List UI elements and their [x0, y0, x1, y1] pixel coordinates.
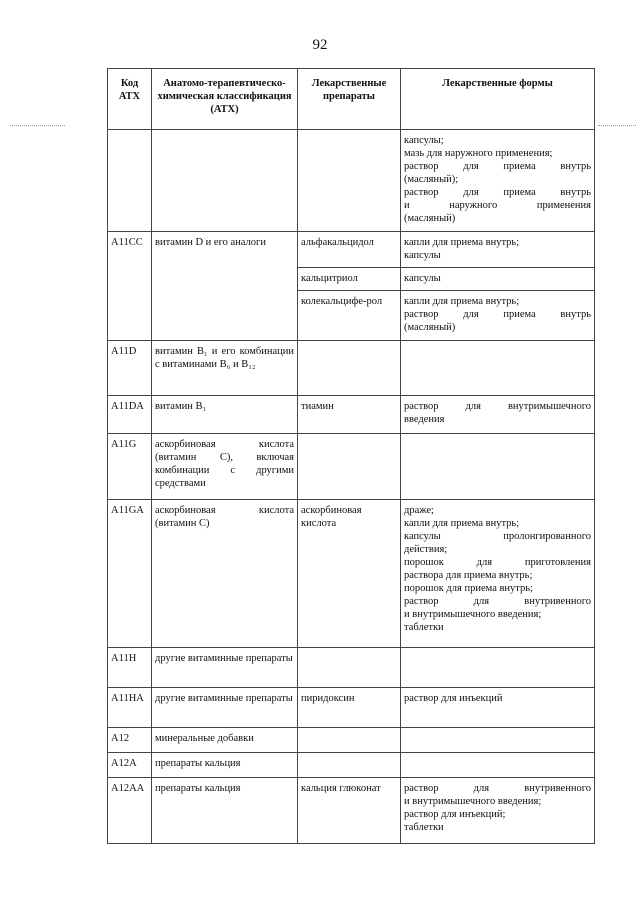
cell-drug [298, 341, 401, 396]
form-line: раствор для инъекций [404, 693, 503, 704]
cell-forms [401, 648, 595, 688]
form-line: и внутримышечного введения; [404, 796, 542, 807]
atx-table [107, 68, 595, 844]
cell-forms [401, 434, 595, 500]
cell-classification: аскорбиновая кислота (витамин C), включая комбинации с другими средствами [152, 434, 298, 500]
margin-mark-left [10, 125, 65, 126]
cell-drug: колекальцифе-рол [298, 291, 401, 341]
form-line: (масляный) [404, 322, 456, 333]
form-line: таблетки [404, 822, 444, 833]
cell-code: A11G [108, 434, 152, 500]
cell-classification: препараты кальция [152, 753, 298, 778]
cell-classification: витамин B₁ [152, 396, 298, 434]
cell-drug [298, 434, 401, 500]
table-row [108, 341, 595, 396]
form-line: и внутримышечного введения; [404, 609, 542, 620]
cell-code: A11H [108, 648, 152, 688]
form-line: капли для приема внутрь; [404, 237, 520, 248]
form-line: мазь для наружного применения; [404, 148, 553, 159]
table-row [108, 753, 595, 778]
cell-code: A11GA [108, 500, 152, 648]
table-row [108, 232, 595, 268]
cell-forms [401, 341, 595, 396]
table-row [108, 434, 595, 500]
cell-code: A11D [108, 341, 152, 396]
cell-classification: витамин B₁ и его комбинации с витаминами B₆ и B₁₂ [152, 341, 298, 396]
form-line: капли для приема внутрь; [404, 518, 520, 529]
table-row [108, 648, 595, 688]
cell-code: A11CC [108, 232, 152, 341]
form-line: порошок для приготовления [404, 557, 591, 568]
cell-forms [401, 753, 595, 778]
form-line: и наружного применения [404, 200, 591, 211]
header-code: Код АТХ [108, 69, 152, 130]
form-line: капсулы пролонгированного [404, 531, 591, 542]
form-line: капсулы [404, 273, 441, 284]
form-line: таблетки [404, 622, 444, 633]
form-line: капсулы [404, 250, 441, 261]
cell-classification: аскорбиновая кислота (витамин C) [152, 500, 298, 648]
cell-drug: кальцитриол [298, 268, 401, 291]
cell-code: A12 [108, 728, 152, 753]
cell-forms [401, 130, 595, 232]
cell-forms [401, 268, 595, 291]
cell-drug [298, 728, 401, 753]
cell-drug: альфакальцидол [298, 232, 401, 268]
table-header-row [108, 69, 595, 130]
cell-forms [401, 232, 595, 268]
cell-drug [298, 753, 401, 778]
form-line: раствор для приема внутрь [404, 309, 591, 320]
table-row [108, 728, 595, 753]
table-row [108, 500, 595, 648]
form-line: раствор для инъекций; [404, 809, 506, 820]
cell-classification: препараты кальция [152, 778, 298, 844]
cell-code: A12AA [108, 778, 152, 844]
header-classification: Анатомо-терапевтическо-химическая классификация (АТХ) [152, 69, 298, 130]
cell-code [108, 130, 152, 232]
table-row [108, 688, 595, 728]
form-line: раствор для внутримышечного [404, 401, 591, 412]
cell-drug: аскорбиновая кислота [298, 500, 401, 648]
cell-drug: тиамин [298, 396, 401, 434]
form-line: (масляный); [404, 174, 459, 185]
cell-classification: минеральные добавки [152, 728, 298, 753]
form-line: раствор для внутривенного [404, 783, 591, 794]
header-forms: Лекарственные формы [401, 69, 595, 130]
cell-forms [401, 396, 595, 434]
cell-drug: кальция глюконат [298, 778, 401, 844]
form-line: драже; [404, 505, 434, 516]
cell-forms [401, 778, 595, 844]
table-row [108, 130, 595, 232]
header-drugs: Лекарственные препараты [298, 69, 401, 130]
cell-drug: пиридоксин [298, 688, 401, 728]
form-line: раствор для внутривенного [404, 596, 591, 607]
form-line: раствора для приема внутрь; [404, 570, 533, 581]
form-line: действия; [404, 544, 448, 555]
page-number: 92 [312, 37, 328, 53]
form-line: введения [404, 414, 445, 425]
form-line: капсулы; [404, 135, 444, 146]
cell-code: A11DA [108, 396, 152, 434]
cell-forms [401, 728, 595, 753]
table-row [108, 396, 595, 434]
margin-mark-right [598, 125, 636, 126]
form-line: порошок для приема внутрь; [404, 583, 533, 594]
cell-code: A12A [108, 753, 152, 778]
form-line: (масляный) [404, 213, 456, 224]
cell-classification: другие витаминные препараты [152, 648, 298, 688]
table-row [108, 778, 595, 844]
form-line: раствор для приема внутрь [404, 161, 591, 172]
cell-classification: витамин D и его аналоги [152, 232, 298, 341]
cell-forms [401, 688, 595, 728]
cell-code: A11HA [108, 688, 152, 728]
cell-classification: другие витаминные препараты [152, 688, 298, 728]
form-line: раствор для приема внутрь [404, 187, 591, 198]
cell-classification [152, 130, 298, 232]
cell-drug [298, 648, 401, 688]
form-line: капли для приема внутрь; [404, 296, 520, 307]
cell-drug [298, 130, 401, 232]
cell-forms [401, 291, 595, 341]
cell-forms [401, 500, 595, 648]
